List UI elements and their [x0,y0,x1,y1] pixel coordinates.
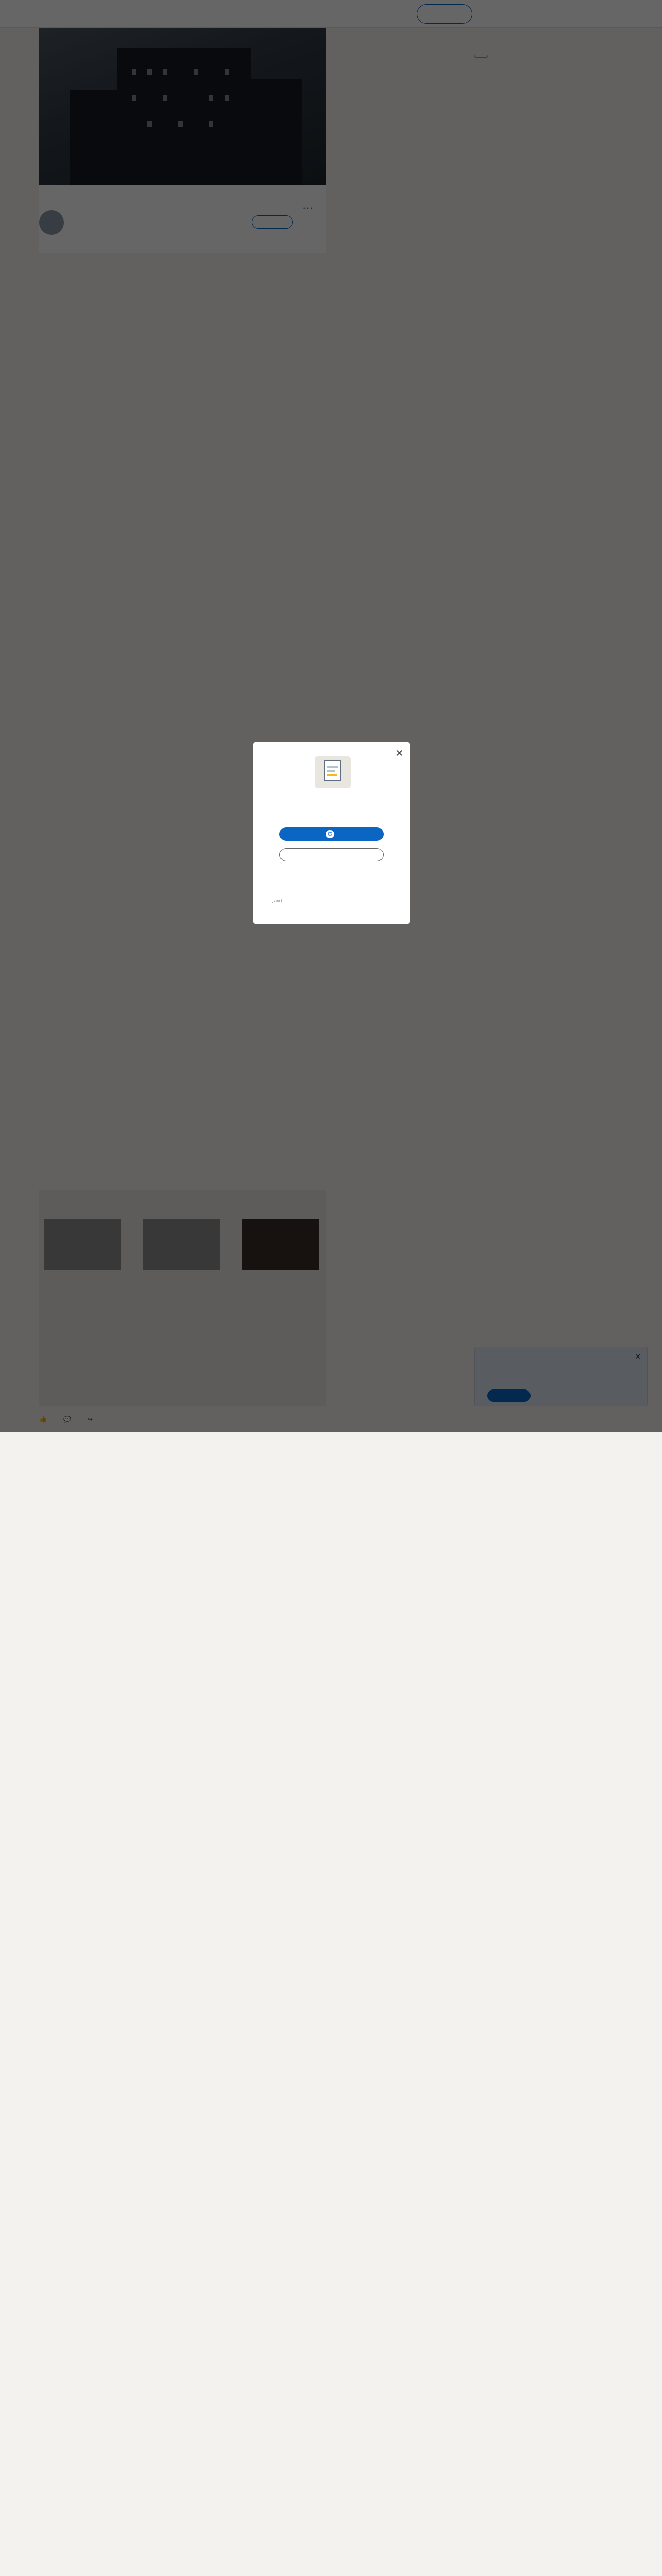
continue-with-google-button[interactable] [279,827,384,841]
modal-sign-in-button[interactable] [279,848,384,861]
close-icon[interactable]: ✕ [395,748,403,758]
article-main-bottom [39,1434,326,1445]
document-illustration-icon [315,756,351,788]
legal-text: , , and . [269,898,285,903]
sign-in-modal [253,742,410,924]
google-icon: G [326,830,334,838]
